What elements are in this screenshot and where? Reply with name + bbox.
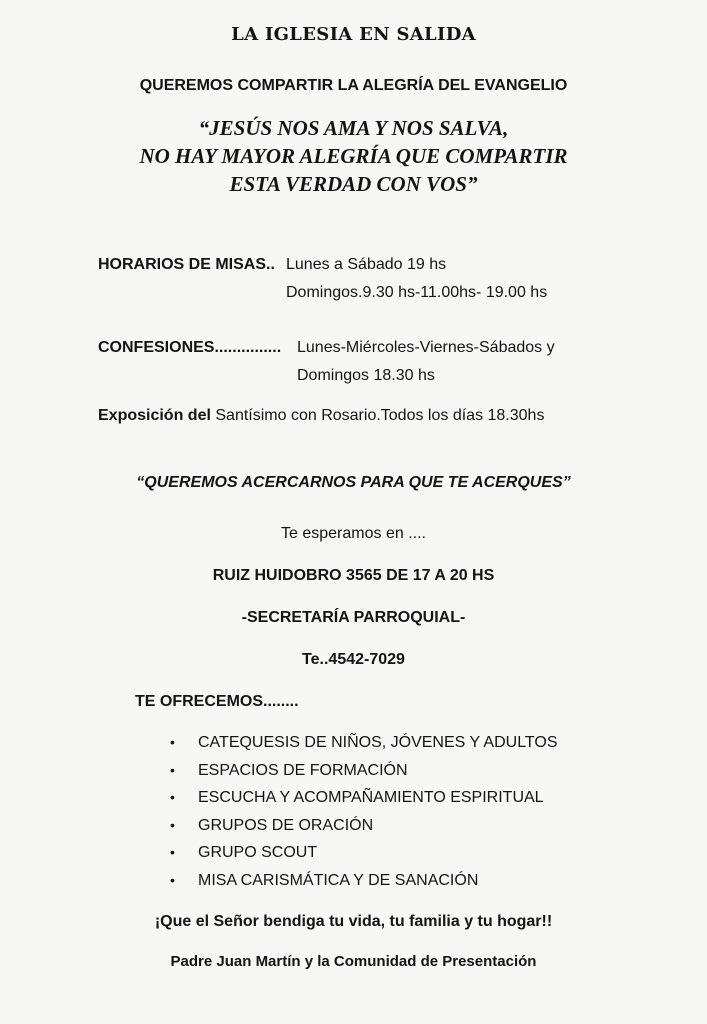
list-item	[170, 760, 558, 788]
list-item	[170, 732, 558, 760]
offer-item-label: ESPACIOS DE FORMACIÓN	[198, 761, 408, 779]
confesiones-label: CONFESIONES...............	[98, 339, 282, 356]
bullet-icon: •	[170, 734, 175, 750]
bullet-icon: •	[170, 871, 175, 888]
offers-list	[170, 732, 558, 898]
wait-text: Te esperamos en ....	[281, 525, 426, 542]
list-item	[170, 787, 558, 815]
misas-weekday-time: Lunes a Sábado 19 hs	[286, 256, 447, 273]
bullet-icon: •	[170, 844, 175, 861]
bullet-icon: •	[170, 816, 175, 833]
flyer-title: LA IGLESIA EN SALIDA	[231, 24, 476, 45]
quote-line-2: NO HAY MAYOR ALEGRÍA QUE COMPARTIR	[139, 144, 568, 168]
quote-line-1: “JESÚS NOS AMA Y NOS SALVA,	[198, 116, 509, 140]
list-item	[170, 842, 558, 870]
bullet-icon: •	[170, 761, 175, 778]
offer-item-label: CATEQUESIS DE NIÑOS, JÓVENES Y ADULTOS	[198, 734, 558, 751]
exposicion-bold: Exposición del	[98, 407, 211, 424]
parish-office: -SECRETARÍA PARROQUIAL-	[241, 609, 466, 626]
offers-title: TE OFRECEMOS........	[135, 693, 299, 710]
misas-sunday-time: Domingos.9.30 hs-11.00hs- 19.00 hs	[286, 284, 548, 301]
offer-item-label: GRUPOS DE ORACIÓN	[198, 816, 374, 834]
address: RUIZ HUIDOBRO 3565 DE 17 A 20 HS	[212, 567, 495, 584]
list-item	[170, 870, 558, 898]
bullet-icon: •	[170, 789, 175, 806]
list-item	[170, 815, 558, 843]
confesiones-time: Domingos 18.30 hs	[297, 367, 435, 384]
confesiones-days: Lunes-Miércoles-Viernes-Sábados y	[297, 339, 555, 356]
offer-item-label: GRUPO SCOUT	[198, 844, 318, 862]
quote-line-3: ESTA VERDAD CON VOS”	[229, 172, 478, 196]
signature: Padre Juan Martín y la Comunidad de Presentación	[170, 953, 537, 970]
misas-label: HORARIOS DE MISAS..	[98, 256, 275, 273]
flyer-subtitle: QUEREMOS COMPARTIR LA ALEGRÍA DEL EVANGELIO	[139, 77, 568, 94]
exposicion-text: Santísimo con Rosario.Todos los días 18.30hs	[215, 407, 545, 424]
phone-number: Te..4542-7029	[302, 651, 405, 668]
exposicion-line	[98, 407, 544, 425]
offer-item-label: ESCUCHA Y ACOMPAÑAMIENTO ESPIRITUAL	[198, 789, 544, 807]
slogan: “QUEREMOS ACERCARNOS PARA QUE TE ACERQUES”	[136, 474, 571, 491]
offer-item-label: MISA CARISMÁTICA Y DE SANACIÓN	[198, 871, 479, 889]
blessing: ¡Que el Señor bendiga tu vida, tu familia y tu hogar!!	[154, 913, 553, 930]
